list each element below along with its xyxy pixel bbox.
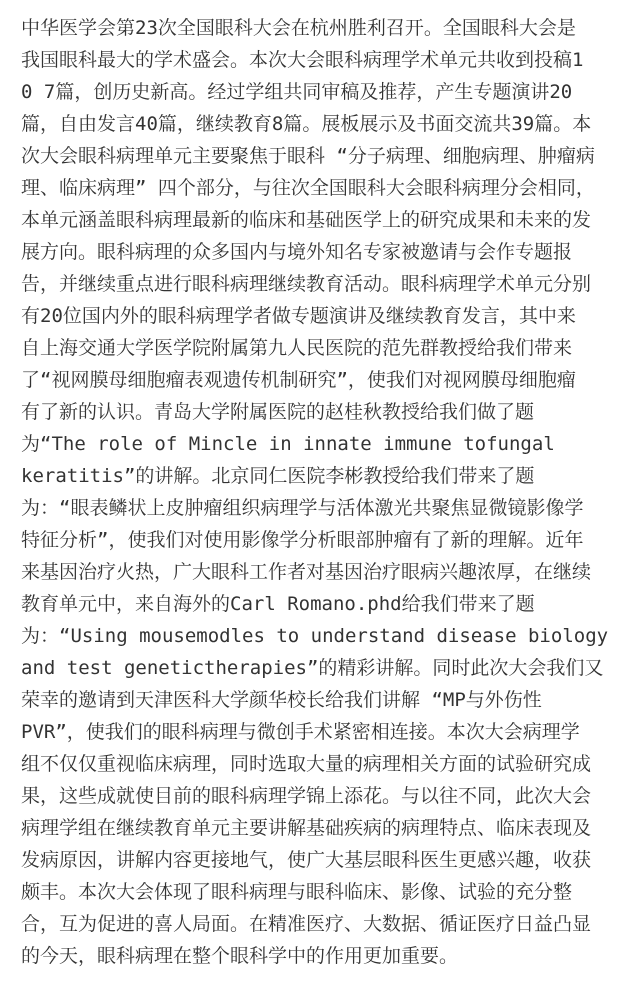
paragraph-line: 病理学组在继续教育单元主要讲解基础疾病的病理特点、临床表现及 (21, 817, 592, 839)
paragraph-line: 教育单元中，来自海外的Carl Romano.phd给我们带来了题 (21, 593, 535, 615)
paragraph-line: 篇，自由发言40篇，继续教育8篇。展板展示及书面交流共39篇。本 (21, 113, 592, 135)
paragraph-line: 有了新的认识。青岛大学附属医院的赵桂秋教授给我们做了题 (21, 401, 535, 423)
paragraph-line: 了“视网膜母细胞瘤表观遗传机制研究”，使我们对视网膜母细胞瘤 (21, 369, 576, 391)
article-body (21, 12, 625, 972)
paragraph-line: 为：“眼表鳞状上皮肿瘤组织病理学与活体激光共聚焦显微镜影像学 (21, 497, 584, 519)
paragraph-line: 次大会眼科病理单元主要聚焦于眼科 “分子病理、细胞病理、肿瘤病 (21, 145, 595, 167)
paragraph-line: 荣幸的邀请到天津医科大学颜华校长给我们讲解 “MP与外伤性 (21, 689, 542, 711)
paragraph-line: 特征分析”，使我们对使用影像学分析眼部肿瘤有了新的理解。近年 (21, 529, 584, 551)
paragraph-line: 为“The role of Mincle in innate immune tofungal (21, 433, 555, 455)
paragraph-line: 的今天，眼科病理在整个眼科学中的作用更加重要。 (21, 945, 459, 967)
paragraph-line: 有20位国内外的眼科病理学者做专题演讲及继续教育发言，其中来 (21, 305, 576, 327)
paragraph-line: 0 7篇，创历史新高。经过学组共同审稿及推荐，产生专题演讲20 (21, 81, 573, 103)
paragraph-line: 为：“Using mousemodles to understand disease biology (21, 625, 609, 647)
paragraph-line: 组不仅仅重视临床病理，同时选取大量的病理相关方面的试验研究成 (21, 753, 592, 775)
paragraph-line: 展方向。眼科病理的众多国内与境外知名专家被邀请与会作专题报 (21, 241, 573, 263)
paragraph-line: 果，这些成就使目前的眼科病理学锦上添花。与以往不同，此次大会 (21, 785, 592, 807)
paragraph-line: 我国眼科最大的学术盛会。本次大会眼科病理学术单元共收到投稿1 (21, 49, 584, 71)
paragraph-line: and test genetictherapies”的精彩讲解。同时此次大会我们又 (21, 657, 604, 679)
paragraph-line: 本单元涵盖眼科病理最新的临床和基础医学上的研究成果和未来的发 (21, 209, 592, 231)
paragraph-line: 中华医学会第23次全国眼科大会在杭州胜利召开。全国眼科大会是 (21, 17, 576, 39)
paragraph-line: 颇丰。本次大会体现了眼科病理与眼科临床、影像、试验的充分整 (21, 881, 573, 903)
paragraph-line: 来基因治疗火热，广大眼科工作者对基因治疗眼病兴趣浓厚，在继续 (21, 561, 592, 583)
paragraph-line: 理、临床病理” 四个部分，与往次全国眼科大会眼科病理分会相同， (21, 177, 595, 199)
paragraph-line: 自上海交通大学医学院附属第九人民医院的范先群教授给我们带来 (21, 337, 573, 359)
paragraph-line: PVR”，使我们的眼科病理与微创手术紧密相连接。本次大会病理学 (21, 721, 580, 743)
paragraph-line: 发病原因，讲解内容更接地气，使广大基层眼科医生更感兴趣，收获 (21, 849, 592, 871)
paragraph-line: 合，互为促进的喜人局面。在精准医疗、大数据、循证医疗日益凸显 (21, 913, 592, 935)
paragraph-line: keratitis”的讲解。北京同仁医院李彬教授给我们带来了题 (21, 465, 535, 487)
paragraph-line: 告，并继续重点进行眼科病理继续教育活动。眼科病理学术单元分别 (21, 273, 592, 295)
